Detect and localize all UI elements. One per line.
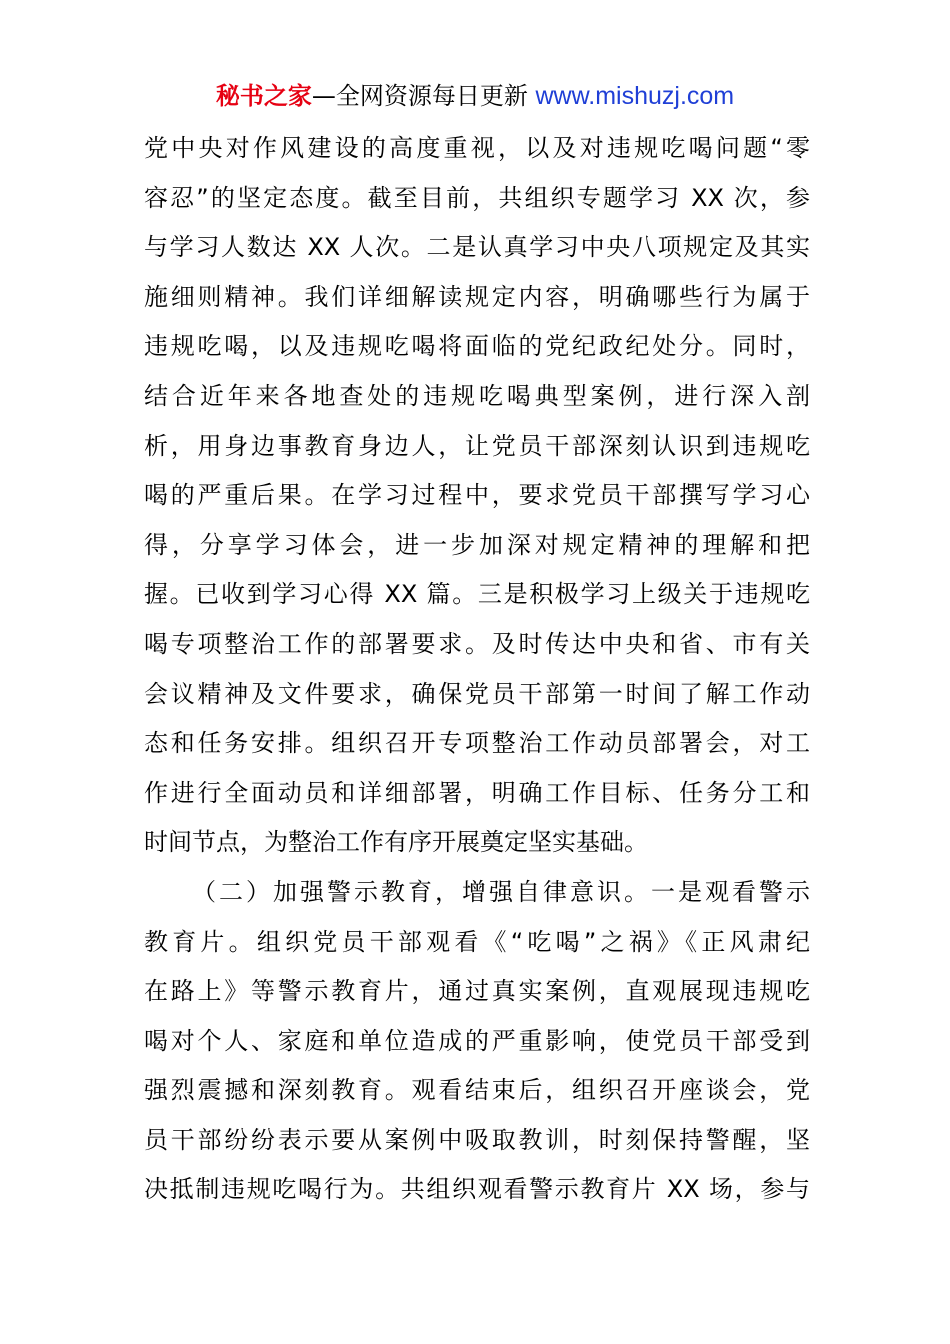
text-line: 析，用身边事教育身边人，让党员干部深刻认识到违规吃: [144, 431, 810, 460]
text-line: 与学习人数达 XX 人次。二是认真学习中央八项规定及其实: [144, 233, 810, 262]
text-line: 喝对个人、家庭和单位造成的严重影响，使党员干部受到: [144, 1026, 810, 1055]
text-line: 握。已收到学习心得 XX 篇。三是积极学习上级关于违规吃: [144, 580, 810, 609]
text-line: 喝专项整治工作的部署要求。及时传达中央和省、市有关: [144, 629, 810, 658]
site-header: [0, 80, 950, 112]
text-line: 会议精神及文件要求，确保党员干部第一时间了解工作动: [144, 679, 810, 708]
site-url-link[interactable]: www.mishuzj.com: [535, 82, 735, 110]
text-line: 教育片。组织党员干部观看《“吃喝”之祸》《正风肃纪: [144, 927, 810, 956]
document-body: [144, 124, 810, 1215]
text-line: 违规吃喝，以及违规吃喝将面临的党纪政纪处分。同时，: [144, 332, 810, 361]
text-line: 施细则精神。我们详细解读规定内容，明确哪些行为属于: [144, 282, 810, 311]
text-line: 作进行全面动员和详细部署，明确工作目标、任务分工和: [144, 778, 810, 807]
section-heading-line: （二）加强警示教育，增强自律意识。一是观看警示: [192, 877, 810, 906]
text-line: 容忍”的坚定态度。截至目前，共组织专题学习 XX 次，参: [144, 183, 810, 212]
text-line: 决抵制违规吃喝行为。共组织观看警示教育片 XX 场，参与: [144, 1175, 810, 1204]
header-slogan: —全网资源每日更新: [311, 82, 536, 110]
text-line: 强烈震撼和深刻教育。观看结束后，组织召开座谈会，党: [144, 1076, 810, 1105]
text-line: 喝的严重后果。在学习过程中，要求党员干部撰写学习心: [144, 481, 810, 510]
text-line: 得，分享学习体会，进一步加深对规定精神的理解和把: [144, 530, 810, 559]
text-line: 员干部纷纷表示要从案例中吸取教训，时刻保持警醒，坚: [144, 1125, 810, 1154]
text-line: 党中央对作风建设的高度重视，以及对违规吃喝问题“零: [144, 134, 810, 162]
text-line: 时间节点，为整治工作有序开展奠定坚实基础。: [144, 828, 648, 857]
text-line: 结合近年来各地查处的违规吃喝典型案例，进行深入剖: [144, 381, 810, 410]
brand-name: 秘书之家: [215, 82, 312, 110]
text-line: 态和任务安排。组织召开专项整治工作动员部署会，对工: [144, 729, 810, 758]
paragraph-2: [144, 868, 810, 1215]
text-line: 在路上》等警示教育片，通过真实案例，直观展现违规吃: [144, 977, 810, 1006]
paragraph-1: [144, 124, 810, 868]
